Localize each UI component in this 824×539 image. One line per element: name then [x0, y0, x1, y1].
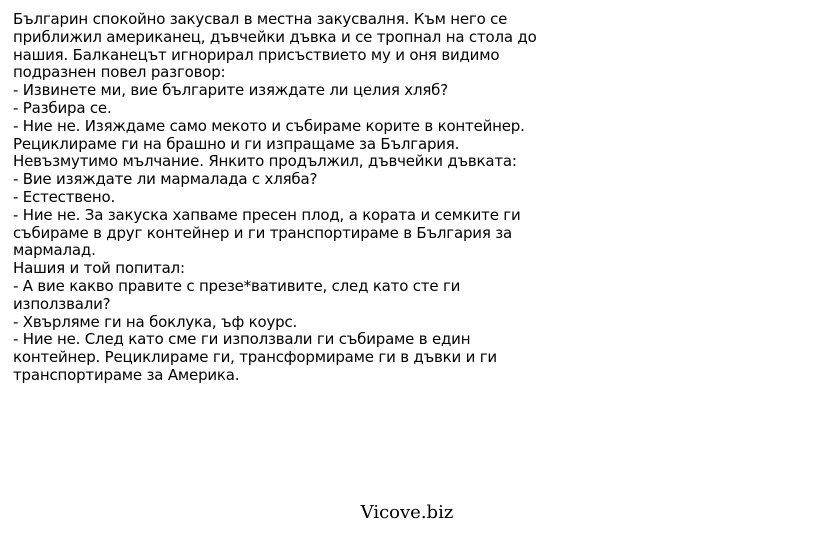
- joke-line: мармалад.: [13, 241, 96, 260]
- joke-line: - Вие изяждате ли мармалада с хляба?: [13, 170, 318, 189]
- joke-line: нашия. Балканецът игнорирал присъствието му и оня видимо: [13, 45, 500, 64]
- joke-line: приближил американец, дъвчейки дъвка и се тропнал на стола до: [13, 27, 537, 46]
- joke-line: Рециклираме ги на брашно и ги изпращаме за България.: [13, 134, 460, 153]
- joke-line: Нашия и той попитал:: [13, 259, 185, 278]
- site-watermark: Vicove.biz: [360, 502, 454, 523]
- joke-line: - Ние не. Изяждаме само мекото и събираме корите в контейнер.: [13, 116, 525, 135]
- joke-line: Българин спокойно закусвал в местна закусвалня. Към него се: [13, 10, 508, 28]
- joke-line: - А вие какво правите с презе*вативите, след като сте ги: [13, 276, 461, 295]
- joke-line: - Ние не. За закуска хапваме пресен плод, а кората и семките ги: [13, 205, 521, 224]
- joke-line: - Разбира се.: [13, 98, 112, 117]
- joke-line: контейнер. Рециклираме ги, трансформираме ги в дъвки и ги: [13, 348, 497, 367]
- joke-line: - Естествено.: [13, 187, 116, 206]
- joke-line: подразнен повел разговор:: [13, 63, 226, 82]
- joke-line: транспортираме за Америка.: [13, 365, 240, 384]
- joke-line: Невъзмутимо мълчание. Янкито продължил, дъвчейки дъвката:: [13, 152, 517, 171]
- joke-line: - Хвърляме ги на боклука, ъф коурс.: [13, 312, 298, 331]
- joke-text: [13, 11, 613, 385]
- joke-line: - Извинете ми, вие българите изяждате ли целия хляб?: [13, 81, 448, 100]
- joke-line: използвали?: [13, 294, 111, 313]
- joke-line: - Ние не. След като сме ги използвали ги събираме в един: [13, 330, 471, 349]
- joke-line: събираме в друг контейнер и ги транспортираме в България за: [13, 223, 513, 242]
